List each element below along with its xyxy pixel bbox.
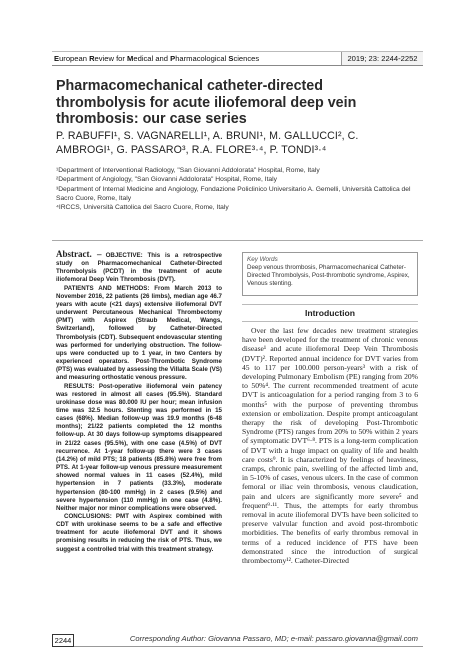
header-divider <box>52 65 423 66</box>
issue-info: 2019; 23: 2244-2252 <box>341 52 423 65</box>
article-title: Pharmacomechanical catheter-directed thrombolysis for acute iliofemoral deep vein thrombosis: our case series <box>56 78 357 127</box>
journal-name-part: uropean <box>59 54 90 63</box>
affiliation-2: ²Department of Angiology, "San Giovanni Addolorata" Hospital, Rome, Italy <box>56 176 277 184</box>
abstract-objective <box>56 250 222 285</box>
footer-divider <box>74 646 423 647</box>
abstract-methods: PATIENTS AND METHODS: From March 2013 to November 2016, 22 patients (26 limbs), median age 46.7 years with acute (<21 days) extensive iliofemoral DVT underwent Percutaneous Mechanical Thrombectomy (PMT) with Aspirex (Straub Medical, Wangs, Switzerland), followed by Catheter-Directed Thrombolysis (CDT). Subsequent endovascular stenting was performed for underlying obstruction. The follow-ups were conducted up to 1 year, in two Centers by experienced operators. Post-Thrombotic Syndrome (PTS) was evaluated by assessing the Villalta Scale (VS) and measuring orthostatic venous pressure. <box>56 284 222 382</box>
author-list: P. RABUFFI¹, S. VAGNARELLI¹, A. BRUNI¹, M. GALLUCCI², C. AMBROGI¹, G. PASSARO³, R.A. FLORE³·⁴, P. TONDI³·⁴ <box>56 130 359 156</box>
journal-name-part: R <box>89 54 95 63</box>
page-number: 2244 <box>52 634 74 647</box>
journal-header <box>52 51 423 65</box>
keywords-label: Key Words <box>247 256 278 263</box>
journal-name-part: edical and <box>133 54 171 63</box>
affiliation-4: ⁴IRCCS, Università Cattolica del Sacro Cuore, Rome, Italy <box>56 204 229 212</box>
journal-name-part: S <box>228 54 234 63</box>
abstract-objective-text: OBJECTIVE: This is a retrospective study on Pharmacomechanical Catheter-Directed Thrombolysis (PCDT) in the treatment of acute iliofemoral Deep Vein Thrombosis (DVT). <box>56 252 222 284</box>
affiliation-3: ³Department of Internal Medicine and Angiology, Fondazione Policlinico Universitario A. Gemelli, Università Cattolica del Sacro Cuore, Rome, Italy <box>56 185 411 202</box>
introduction-heading: Introduction <box>242 304 418 322</box>
corresponding-author: Corresponding Author: Giovanna Passaro, MD; e-mail: passaro.giovanna@gmail.com <box>129 634 418 643</box>
abstract <box>56 250 222 554</box>
journal-name-part: P <box>170 54 176 63</box>
affiliations <box>56 166 416 212</box>
abstract-conclusions: CONCLUSIONS: PMT with Aspirex combined with CDT with urokinase seems to be a safe and effective treatment for acute iliofemoral DVT and it shows promising results in reducing the risk of PTS. Thus, we suggest a controlled trial with this treatment strategy. <box>56 513 222 553</box>
journal-name-part: harmacological <box>175 54 229 63</box>
introduction-text: Over the last few decades new treatment strategies have been developed for the treatment of chronic venous disease¹ and acute iliofemoral Deep Vein Thrombosis (DVT)². Reported annual incidence for DVT varies from 45 to 117 per 100.000 person-years³ with a risk of developing Pulmonary Embolism (PE) ranging from 20% to 50%⁴. The current recommended treatment of acute DVT is anticoagulation for a period ranging from 3 to 6 months⁵ with the purpose of preventing thrombus extension or embolization. Despite prompt anticoagulant therapy the risk of developing Post-Thrombotic Syndrome (PTS) ranges from 20% to 50% within 2 years of symptomatic DVT⁶·⁸. PTS is a long-term complication of DVT with a huge impact on quality of life and health care costs⁹. It is characterized by feelings of heaviness, cramps, chronic pain, swelling of the affected limb and, in 5-10% of cases, venous ulcers. In the case of common femoral or iliac vein thrombosis, venous claudication, pain and ulcers are significantly more severe⁵ and frequent⁹·¹¹. Thus, the attempts for early thrombus removal in acute iliofemoral DVTs have been solicited to preserve valvular function and avoid post-thrombotic morbidities. The benefits of early thrombus removal in terms of a reduced incidence of PTS have been demonstrated since the introduction of surgical thrombectomy¹². Catheter-Directed <box>242 326 418 566</box>
abstract-results: RESULTS: Post-operative iliofemoral vein patency was restored in almost all cases (95.5%). Standard urokinase dose was 80.000 IU per hour; mean infusion time was 32.5 hours. Stenting was performed in 15 cases (68%). Median follow-up was 19.9 months (6-48 months); 21/22 patients completed the 12 months follow-up. At 30 days follow-up symptoms disappeared in 21/22 cases (95.5%), with one case (4.5%) of DVT recurrence. At 1-year follow-up there were 3 cases (14.2%) of mild PTS; 18 patients (85.8%) were free from PTS. At 1-year follow-up venous pressure measurement showed normal values in 11 cases (52.4%), mild hypertension in 7 patients (33.3%), moderate hypertension (80-100 mmHg) in 2 cases (9.5%) and severe hypertension (110 mmHg) in one case (4.8%). Neither major nor minor complications were observed. <box>56 382 222 512</box>
keywords-box <box>242 252 418 296</box>
journal-name-part: ciences <box>233 54 260 63</box>
keywords-text: Deep venous thrombosis, Pharmacomechanical Catheter-Directed Thrombolysis, Post-thrombotic syndrome, Aspirex, Venous stenting. <box>247 263 410 287</box>
journal-name-part: M <box>127 54 134 63</box>
journal-name-part: eview for <box>94 54 128 63</box>
journal-name-part: E <box>54 54 60 63</box>
abstract-heading: Abstract. – <box>56 249 102 259</box>
section-divider <box>52 240 423 241</box>
affiliation-1: ¹Department of Interventional Radiology, "San Giovanni Addolorata" Hospital, Rome, Italy <box>56 167 320 174</box>
journal-name <box>52 52 341 65</box>
